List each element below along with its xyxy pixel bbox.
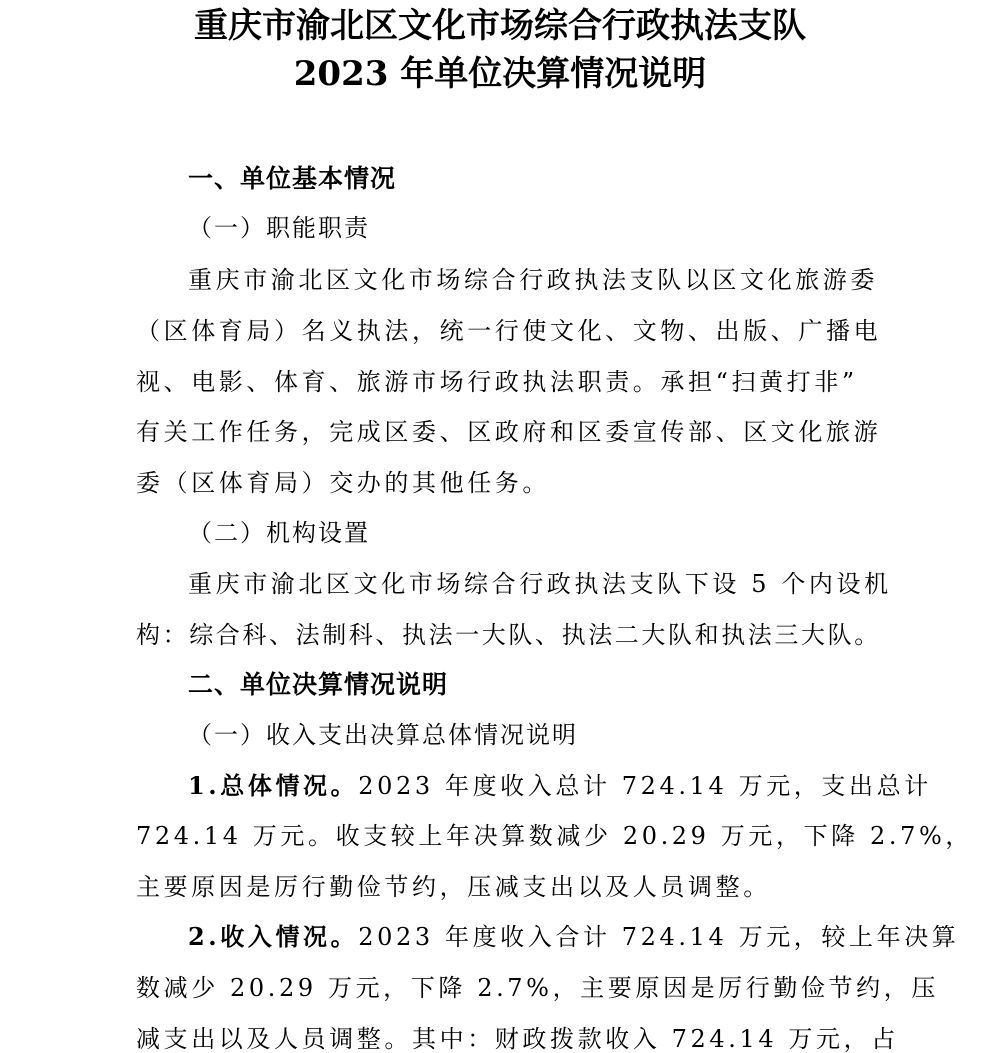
section1-sub1-line: （区体育局）名义执法，统一行使文化、文物、出版、广播电 [136, 317, 882, 345]
paragraph-income-line3: 减支出以及人员调整。其中：财政拨款收入 724.14 万元，占 [136, 1025, 899, 1053]
section2-sub1-heading: （一）收入支出决算总体情况说明 [188, 721, 578, 749]
doc-title-line2: 2023 年单位决算情况说明 [293, 54, 707, 94]
section1-sub2-line: 构：综合科、法制科、执法一大队、执法二大队和执法三大队。 [136, 621, 881, 649]
section2-heading: 二、单位决算情况说明 [188, 670, 449, 699]
paragraph-income-line1 [188, 922, 960, 951]
section1-sub2-heading: （二）机构设置 [188, 519, 370, 547]
income-label: 2.收入情况。 [188, 922, 359, 951]
section1-sub1-line: 有关工作任务，完成区委、区政府和区委宣传部、区文化旅游 [136, 418, 882, 446]
paragraph-income-line2: 数减少 20.29 万元，下降 2.7%，主要原因是厉行勤俭节约，压 [136, 974, 939, 1002]
section1-sub1-line: 重庆市渝北区文化市场综合行政执法支队以区文化旅游委 [188, 266, 878, 294]
doc-title-line1: 重庆市渝北区文化市场综合行政执法支队 [194, 6, 806, 46]
section1-sub1-line: 视、电影、体育、旅游市场行政执法职责。承担“扫黄打非” [136, 368, 858, 396]
paragraph-overall-line3: 主要原因是厉行勤俭节约，压减支出以及人员调整。 [136, 873, 771, 901]
overall-line1-text: 2023 年度收入总计 724.14 万元，支出总计 [358, 772, 932, 800]
overall-label: 1.总体情况。 [188, 771, 359, 800]
paragraph-overall-line2: 724.14 万元。收支较上年决算数减少 20.29 万元，下降 2.7%， [136, 822, 973, 850]
paragraph-overall-line1 [188, 771, 932, 800]
income-line1-text: 2023 年度收入合计 724.14 万元，较上年决算 [358, 923, 960, 951]
section1-sub1-heading: （一）职能职责 [188, 214, 370, 242]
section1-sub2-line: 重庆市渝北区文化市场综合行政执法支队下设 5 个内设机 [188, 570, 892, 598]
section1-heading: 一、单位基本情况 [188, 164, 397, 193]
section1-sub1-line: 委（区体育局）交办的其他任务。 [136, 469, 550, 497]
